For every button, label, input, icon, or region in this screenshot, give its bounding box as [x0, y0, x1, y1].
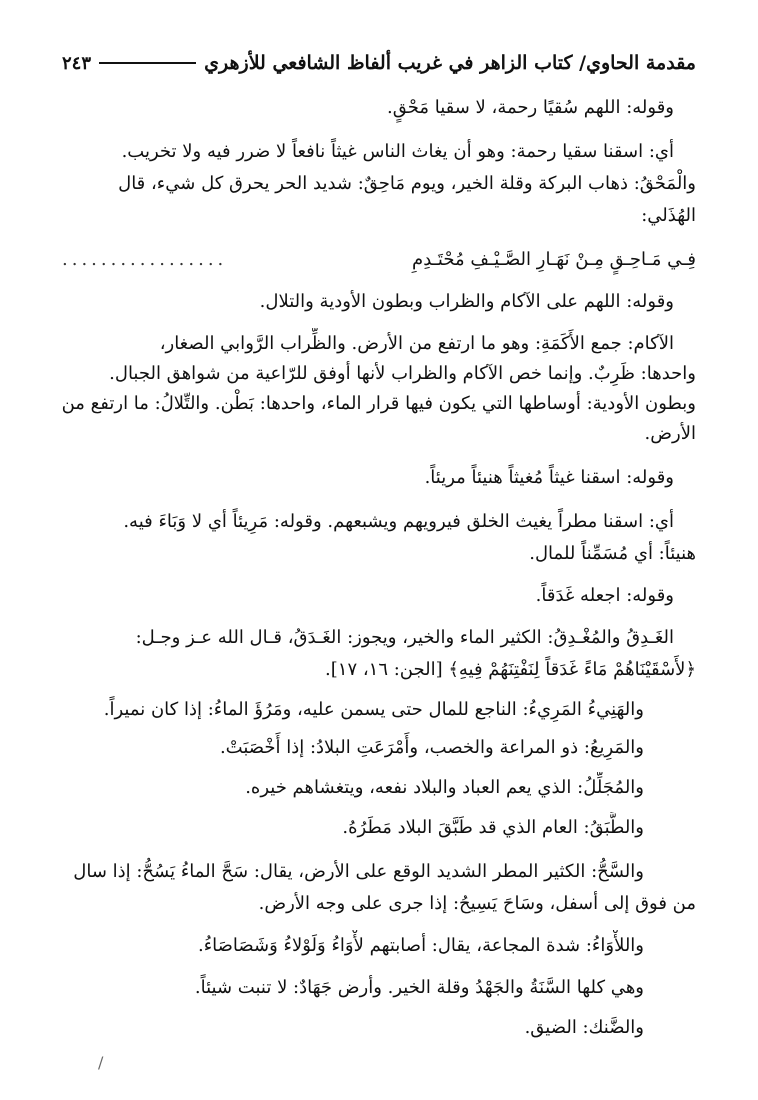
footer-mark: /: [98, 1053, 104, 1072]
text-line: الأرض.: [644, 423, 696, 444]
text-line: وقوله: اللهم على الآكام والظراب وبطون الأودية والتلال.: [259, 291, 674, 312]
verse-line: [62, 244, 696, 276]
text-line: واللأْوَاءُ: شدة المجاعة، يقال: أصابتهم لأْوَاءُ وَلَوْلاءُ وَشَصَاصَاءُ.: [197, 935, 644, 956]
text-line: والطَّبَقُ: العام الذي قد طَبَّقَ البلاد مَطَرُهُ.: [342, 817, 644, 838]
verse-dots: .................: [62, 249, 228, 270]
text-line: وقوله: اجعله غَدَقاً.: [535, 585, 674, 606]
quran-quote: ﴿لأَسْقَيْنَاهُمْ مَاءً غَدَقاً لِنَفْتِنَهُمْ فِيهِ﴾ [الجن: ١٦، ١٧].: [325, 659, 696, 680]
text-line: والهَنِيءُ المَرِيءُ: الناجع للمال حتى يسمن عليه، ومَرُؤَ الماءُ: إذا كان نميراً.: [103, 699, 644, 720]
text-line: أي: اسقنا مطراً يغيث الخلق فيرويهم ويشبعهم. وقوله: مَرِيئاً أي لا وَبَاءَ فيه.: [123, 511, 674, 532]
header-rule: [99, 62, 196, 64]
verse-second-hemistich: فِـي مَـاحِـقٍ مِـنْ نَهَـارِ الصَّـيْـفِ مُحْتَـدِمِ: [412, 249, 696, 270]
page-body: [62, 92, 696, 1050]
header-title: مقدمة الحاوي/ كتاب الزاهر في غريب ألفاظ الشافعي للأزهري: [204, 52, 696, 74]
text-line: وقوله: اسقنا غيثاً مُغيثاً هنيئاً مريئاً.: [424, 467, 674, 488]
text-line: وقوله: اللهم سُقيًا رحمة، لا سقيا مَحْقٍ.: [387, 97, 674, 118]
text-line: الغَـدِقُ والمُغْـدِقُ: الكثير الماء والخير، ويجوز: الغَـدَقُ، قـال الله عـز وجـل:: [135, 627, 674, 648]
text-line: وبطون الأودية: أوساطها التي يكون فيها قرار الماء، واحدها: بَطْن. والتِّلالُ: ما ارتفع من: [62, 393, 696, 414]
text-line: من فوق إلى أسفل، وسَاحَ يَسِيحُ: إذا جرى على وجه الأرض.: [258, 893, 696, 914]
text-line: والضَّنك: الضيق.: [524, 1017, 644, 1038]
text-line: والمَرِيعُ: ذو المراعة والخصب، وأَمْرَعَتِ البلادُ: إذا أَخْصَبَتْ.: [219, 737, 644, 758]
text-line: والمُجَلِّلُ: الذي يعم العباد والبلاد نفعه، ويتغشاهم خيره.: [245, 777, 644, 798]
text-line: هنيئاً: أي مُسَمِّناً للمال.: [529, 543, 696, 564]
text-line: واحدها: ظَرِبٌ. وإنما خص الآكام والظراب لأنها أوفق للرّاعية من شواهق الجبال.: [109, 363, 696, 384]
text-line: والْمَحْقُ: ذهاب البركة وقلة الخير، ويوم مَاحِقٌ: شديد الحر يحرق كل شيء، قال: [118, 173, 696, 194]
running-header: [62, 52, 696, 74]
text-line: الهُذَلي:: [641, 205, 696, 226]
text-line: وهي كلها السَّنَةُ والجَهْدُ وقلة الخير. وأرض جَهَادٌ: لا تنبت شيئاً.: [194, 977, 644, 998]
text-line: أي: اسقنا سقيا رحمة: وهو أن يغاث الناس غيثاً نافعاً لا ضرر فيه ولا تخريب.: [121, 141, 674, 162]
text-line: والسَّحُّ: الكثير المطر الشديد الوقع على الأرض، يقال: سَحَّ الماءُ يَسُحُّ: إذا سال: [73, 861, 644, 882]
page-number: ٢٤٣: [62, 52, 92, 74]
text-line: الآكام: جمع الأَكَمَةِ: وهو ما ارتفع من الأرض. والظِّراب الرَّوابي الصغار،: [159, 333, 674, 354]
